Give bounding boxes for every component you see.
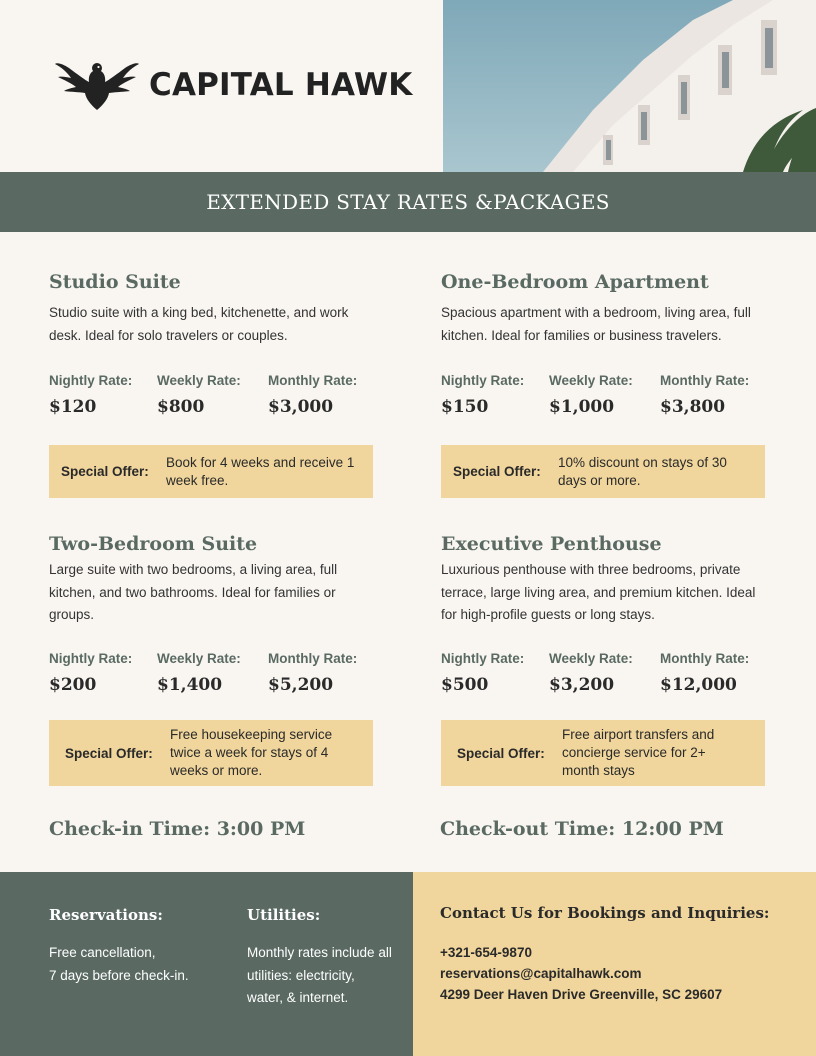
checkin-time: Check-in Time: 3:00 PM [49, 818, 306, 840]
reservations-text [49, 942, 219, 987]
footer-info-panel [0, 872, 413, 1056]
checkout-time: Check-out Time: 12:00 PM [440, 818, 724, 840]
footer-contact-panel [413, 872, 816, 1056]
special-offer-text: Book for 4 weeks and receive 1 week free. [166, 454, 355, 488]
special-offer-label: Special Offer: [65, 745, 153, 761]
logo [55, 58, 412, 112]
monthly-rate-value: $5,200 [268, 675, 334, 695]
special-offer-label: Special Offer: [457, 745, 545, 761]
nightly-rate-value: $150 [441, 397, 489, 417]
nightly-rate-label: Nightly Rate: [441, 373, 525, 388]
section-banner: EXTENDED STAY RATES &PACKAGES [0, 172, 816, 232]
package-one-bedroom-apartment [441, 271, 765, 347]
weekly-rate-value: $1,400 [157, 675, 223, 695]
utilities-title: Utilities: [247, 906, 321, 924]
contact-address: 4299 Deer Haven Drive Greenville, SC 29607 [440, 987, 723, 1002]
utilities-text: Monthly rates include all utilities: electricity, water, & internet. [247, 945, 392, 1005]
contact-phone[interactable]: +321-654-9870 [440, 945, 532, 960]
weekly-rate-label: Weekly Rate: [157, 373, 241, 388]
weekly-rate-label: Weekly Rate: [549, 373, 633, 388]
weekly-rate-value: $3,200 [549, 675, 615, 695]
package-title: Two-Bedroom Suite [49, 533, 258, 555]
package-title: One-Bedroom Apartment [441, 271, 709, 293]
monthly-rate-value: $3,000 [268, 397, 334, 417]
monthly-rate-label: Monthly Rate: [660, 651, 750, 666]
monthly-rate-label: Monthly Rate: [268, 651, 358, 666]
nightly-rate-label: Nightly Rate: [49, 373, 133, 388]
weekly-rate-value: $800 [157, 397, 205, 417]
special-offer-text: 10% discount on stays of 30 days or more. [558, 454, 727, 488]
special-offer-label: Special Offer: [61, 464, 149, 479]
reservations-line: Free cancellation, [49, 945, 156, 960]
special-offer-text: Free airport transfers and concierge service for 2+ month stays [562, 727, 715, 778]
nightly-rate-value: $120 [49, 397, 97, 417]
brand-name: CAPITAL HAWK [149, 67, 413, 103]
monthly-rate-value: $12,000 [660, 675, 737, 695]
package-title: Studio Suite [49, 271, 181, 293]
package-two-bedroom-suite [49, 533, 373, 627]
hawk-logo-icon [55, 58, 139, 112]
package-description: Large suite with two bedrooms, a living area, full kitchen, and two bathrooms. Ideal for families or groups. [49, 562, 338, 622]
package-executive-penthouse [441, 533, 765, 627]
special-offer-box [441, 445, 765, 498]
package-studio-suite [49, 271, 373, 347]
nightly-rate-value: $500 [441, 675, 489, 695]
special-offer-label: Special Offer: [453, 464, 541, 479]
special-offer-box [49, 720, 373, 786]
reservations-line: 7 days before check-in. [49, 967, 189, 983]
special-offer-text: Free housekeeping service twice a week for stays of 4 weeks or more. [170, 727, 333, 778]
weekly-rate-value: $1,000 [549, 397, 615, 417]
monthly-rate-label: Monthly Rate: [268, 373, 358, 388]
special-offer-box [441, 720, 765, 786]
nightly-rate-label: Nightly Rate: [49, 651, 133, 666]
monthly-rate-label: Monthly Rate: [660, 373, 750, 388]
contact-email[interactable]: reservations@capitalhawk.com [440, 966, 642, 981]
building-photo [443, 0, 816, 172]
weekly-rate-label: Weekly Rate: [549, 651, 633, 666]
contact-title: Contact Us for Bookings and Inquiries: [440, 904, 770, 922]
special-offer-box [49, 445, 373, 498]
package-description: Spacious apartment with a bedroom, living area, full kitchen. Ideal for families or business travelers. [441, 305, 751, 343]
nightly-rate-label: Nightly Rate: [441, 651, 525, 666]
reservations-title: Reservations: [49, 906, 163, 924]
weekly-rate-label: Weekly Rate: [157, 651, 241, 666]
package-description: Luxurious penthouse with three bedrooms, private terrace, large living area, and premium kitchen. Ideal for high-profile guests or long stays. [441, 562, 756, 622]
package-title: Executive Penthouse [441, 533, 662, 555]
monthly-rate-value: $3,800 [660, 397, 726, 417]
package-description: Studio suite with a king bed, kitchenette, and work desk. Ideal for solo travelers or couples. [49, 305, 349, 343]
nightly-rate-value: $200 [49, 675, 97, 695]
